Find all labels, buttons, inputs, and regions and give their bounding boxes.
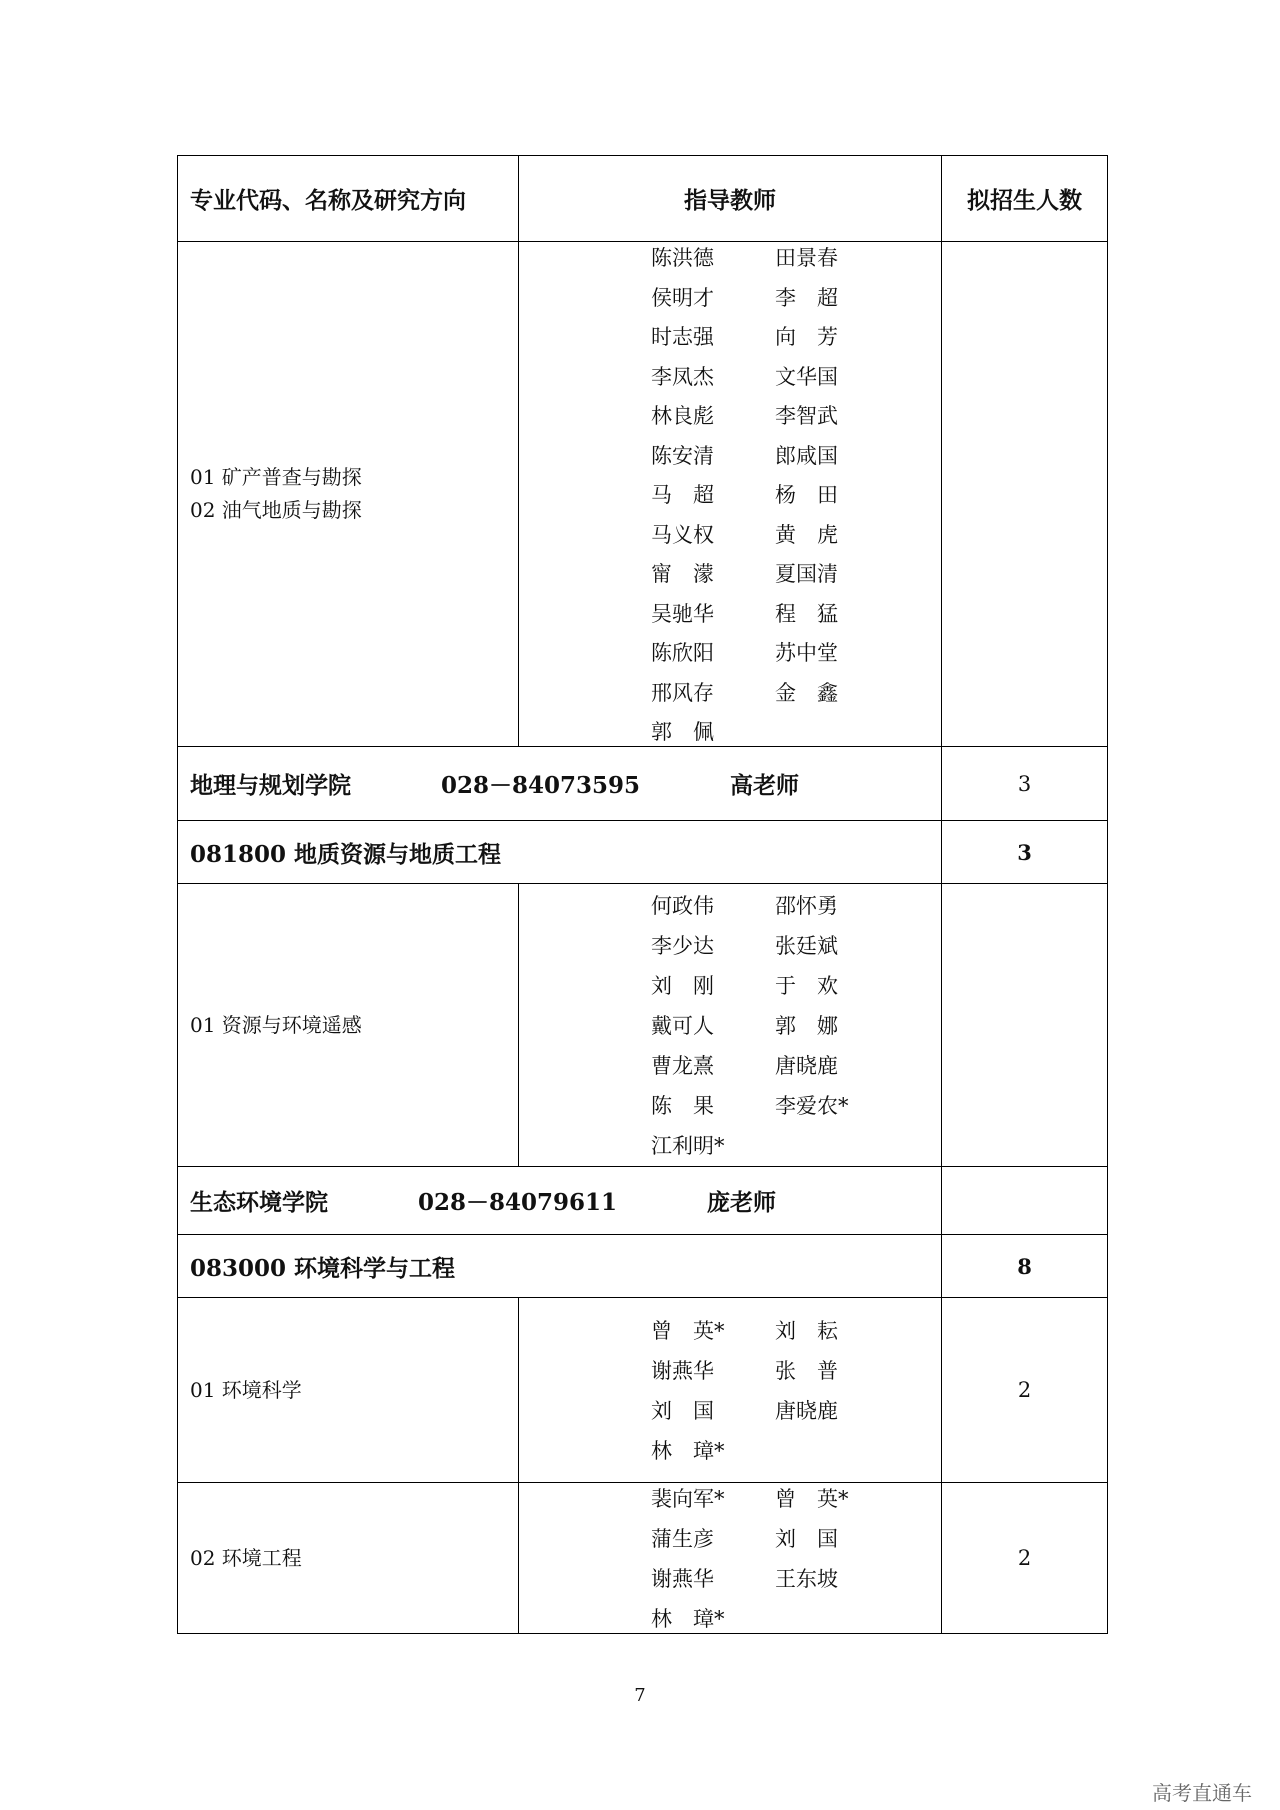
- advisor-name: 夏国清: [775, 562, 838, 586]
- advisor-name: 陈 果: [651, 1094, 714, 1118]
- direction-item: 02 环境工程: [190, 1545, 302, 1570]
- directions-cell: [178, 242, 519, 747]
- advisor-name: 曹龙熹: [651, 1054, 714, 1078]
- advisor-name: 江利明*: [651, 1134, 725, 1158]
- college-phone: 028－84079611: [418, 1189, 618, 1216]
- advisor-name: 黄 虎: [775, 522, 838, 547]
- advisor-name: 林 璋*: [651, 1439, 725, 1463]
- advisor-name: 蒲生彦: [651, 1527, 714, 1551]
- direction-item: 02 油气地质与勘探: [190, 498, 362, 522]
- advisor-name: 王东坡: [775, 1567, 838, 1591]
- watermark: 高考直通车: [1152, 1781, 1252, 1805]
- direction-row-4: [178, 1483, 1108, 1634]
- college-name: 地理与规划学院: [190, 772, 351, 799]
- college-row: [178, 747, 1108, 821]
- advisor-name: 向 芳: [775, 325, 838, 349]
- major-count: 3: [942, 821, 1108, 884]
- advisor-name: 张廷斌: [775, 934, 838, 958]
- advisor-name: 陈欣阳: [651, 641, 714, 665]
- enrollment-table: [177, 155, 1108, 1634]
- advisors-cell: [519, 242, 942, 747]
- advisor-name: 刘 国: [651, 1399, 714, 1423]
- college-contact: 庞老师: [707, 1189, 777, 1216]
- advisor-name: 李智武: [775, 404, 838, 428]
- advisor-name: 张 普: [775, 1359, 838, 1383]
- header-count-column: 拟招生人数: [942, 156, 1108, 242]
- college-row: [178, 1167, 1108, 1235]
- advisor-name: 田景春: [775, 246, 838, 270]
- advisor-name: 郭 佩: [651, 720, 714, 744]
- header-row: [178, 156, 1108, 242]
- advisor-name: 刘 刚: [651, 974, 714, 998]
- direction-item: 01 资源与环境遥感: [190, 1012, 362, 1037]
- directions-cell: [178, 1298, 519, 1483]
- advisor-name: 何政伟: [651, 894, 714, 918]
- count-cell: [942, 242, 1108, 747]
- advisor-name: 林良彪: [651, 404, 714, 428]
- advisor-name: 谢燕华: [651, 1359, 714, 1383]
- advisor-name: 唐晓鹿: [775, 1399, 838, 1423]
- advisor-name: 戴可人: [651, 1014, 714, 1038]
- college-count: [942, 1167, 1108, 1235]
- advisor-name: 程 猛: [775, 601, 838, 626]
- advisor-name: 李 超: [775, 285, 838, 310]
- advisors-cell: [519, 1298, 942, 1483]
- advisor-name: 陈安清: [651, 443, 714, 468]
- count-cell: [942, 884, 1108, 1167]
- major-title: 081800 地质资源与地质工程: [178, 821, 942, 884]
- advisor-name: 时志强: [651, 325, 714, 349]
- advisor-name: 郎咸国: [775, 443, 838, 468]
- directions-cell: [178, 1483, 519, 1634]
- advisors-cell: [519, 884, 942, 1167]
- advisor-name: 于 欢: [775, 974, 838, 998]
- directions-cell: [178, 884, 519, 1167]
- advisor-name: 侯明才: [651, 285, 714, 310]
- direction-item: 01 矿产普查与勘探: [190, 465, 362, 489]
- major-row: [178, 821, 1108, 884]
- advisor-name: 谢燕华: [651, 1567, 714, 1591]
- advisor-name: 郭 娜: [775, 1014, 838, 1038]
- advisor-name: 金 鑫: [775, 680, 838, 705]
- advisor-name: 马 超: [651, 483, 714, 507]
- direction-row-3: [178, 1298, 1108, 1483]
- advisor-name: 苏中堂: [775, 641, 838, 665]
- advisor-name: 马义权: [651, 522, 714, 547]
- major-count: 8: [942, 1235, 1108, 1298]
- advisor-name: 邵怀勇: [775, 894, 838, 918]
- advisor-name: 甯 濛: [651, 562, 714, 586]
- advisor-name: 李少达: [651, 934, 714, 958]
- advisor-name: 曾 英*: [651, 1319, 725, 1343]
- advisor-name: 吴驰华: [651, 601, 714, 626]
- advisor-name: 裴向军*: [651, 1487, 725, 1511]
- advisor-name: 唐晓鹿: [775, 1054, 838, 1078]
- college-phone: 028－84073595: [441, 772, 641, 799]
- advisor-name: 刘 耘: [775, 1319, 838, 1343]
- advisor-name: 曾 英*: [775, 1487, 849, 1511]
- advisor-name: 李凤杰: [651, 364, 714, 389]
- direction-item: 01 环境科学: [190, 1377, 302, 1402]
- advisor-name: 刘 国: [775, 1527, 838, 1551]
- direction-row-1: [178, 242, 1108, 747]
- major-row: [178, 1235, 1108, 1298]
- page-number: 7: [634, 1685, 646, 1706]
- major-title: 083000 环境科学与工程: [178, 1235, 942, 1298]
- college-count: 3: [942, 747, 1108, 821]
- advisor-name: 林 璋*: [651, 1607, 725, 1631]
- advisor-name: 陈洪德: [651, 246, 714, 270]
- count-cell: 2: [942, 1483, 1108, 1634]
- advisor-name: 李爱农*: [775, 1094, 849, 1118]
- direction-row-2: [178, 884, 1108, 1167]
- college-contact: 高老师: [730, 772, 800, 799]
- header-major-column: 专业代码、名称及研究方向: [178, 156, 519, 242]
- advisor-name: 杨 田: [775, 483, 838, 507]
- advisor-name: 邢风存: [651, 680, 714, 705]
- advisor-name: 文华国: [775, 364, 838, 389]
- advisors-cell: [519, 1483, 942, 1634]
- header-advisor-column: 指导教师: [519, 156, 942, 242]
- college-name: 生态环境学院: [190, 1189, 328, 1216]
- count-cell: 2: [942, 1298, 1108, 1483]
